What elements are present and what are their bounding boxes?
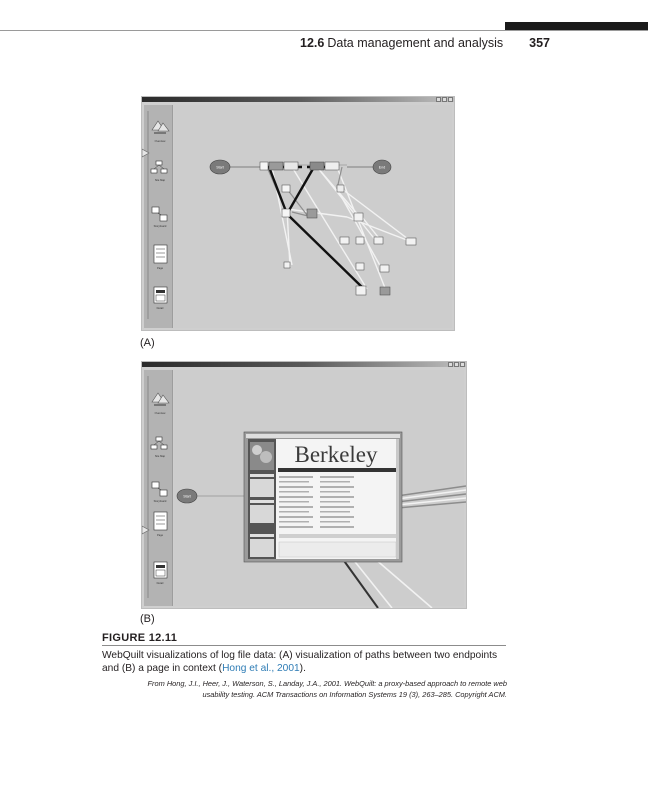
start-node-label: Start — [216, 165, 224, 170]
figure-caption — [102, 649, 507, 675]
sidebar-item-overview[interactable]: Overview — [154, 140, 166, 143]
page-in-context — [142, 362, 466, 608]
sidebar-item-page[interactable]: Page — [156, 534, 164, 537]
panel-a-label: (A) — [140, 337, 155, 349]
header-rule — [0, 30, 648, 31]
caption-text: WebQuilt visualizations of log file data: (A) visualization of paths between two endpoints and (B) a page in context ( — [102, 650, 498, 674]
caption-citation-link[interactable]: Hong et al., 2001 — [222, 663, 300, 674]
sidebar-item-storyboard[interactable]: Storyboard — [153, 225, 167, 228]
sidebar-item-overview[interactable]: Overview — [154, 412, 166, 415]
caption-text-end: ). — [299, 663, 306, 674]
section-number: 12.6 — [300, 36, 325, 50]
site-map-icon[interactable] — [151, 437, 167, 449]
page-logo: Berkeley — [294, 442, 378, 467]
path-graph — [142, 97, 454, 330]
section-title: Data management and analysis — [327, 36, 504, 50]
header-bar — [505, 22, 648, 30]
overview-icon[interactable] — [152, 121, 169, 134]
path-edges-medium — [227, 167, 378, 217]
page-number: 357 — [529, 36, 550, 50]
sidebar-item-site-map[interactable]: Site Map — [154, 179, 166, 182]
end-node-label: End — [378, 165, 386, 170]
sidebar-item-detail[interactable]: Detail — [156, 582, 164, 585]
figure-credit — [102, 678, 507, 700]
screenshot-panel-b — [141, 361, 467, 609]
credit-line-1: From Hong, J.I., Heer, J., Waterson, S., Landay, J.A., 2001. WebQuilt: a proxy-based approach to remote web — [147, 679, 507, 688]
start-node-label: Start — [183, 494, 191, 499]
figure-label: FIGURE 12.11 — [102, 632, 178, 644]
detail-icon[interactable] — [154, 562, 167, 578]
page-icon[interactable] — [154, 245, 167, 263]
running-head — [300, 36, 550, 54]
credit-line-2: usability testing. ACM Transactions on Information Systems 19 (3), 263–285. Copyright ACM. — [202, 690, 507, 699]
sidebar-item-page[interactable]: Page — [156, 267, 164, 270]
detail-icon[interactable] — [154, 287, 167, 303]
panel-b-label: (B) — [140, 613, 155, 625]
sidebar-item-detail[interactable]: Detail — [156, 307, 164, 310]
screenshot-panel-a — [141, 96, 455, 331]
sidebar-item-site-map[interactable]: Site Map — [154, 455, 166, 458]
figure-rule — [102, 645, 506, 646]
path-edges-heavy — [262, 167, 364, 289]
storyboard-icon[interactable] — [152, 482, 167, 496]
overview-icon[interactable] — [152, 393, 169, 406]
page-icon[interactable] — [154, 512, 167, 530]
storyboard-icon[interactable] — [152, 207, 167, 221]
site-map-icon[interactable] — [151, 161, 167, 173]
sidebar-item-storyboard[interactable]: Storyboard — [153, 500, 167, 503]
